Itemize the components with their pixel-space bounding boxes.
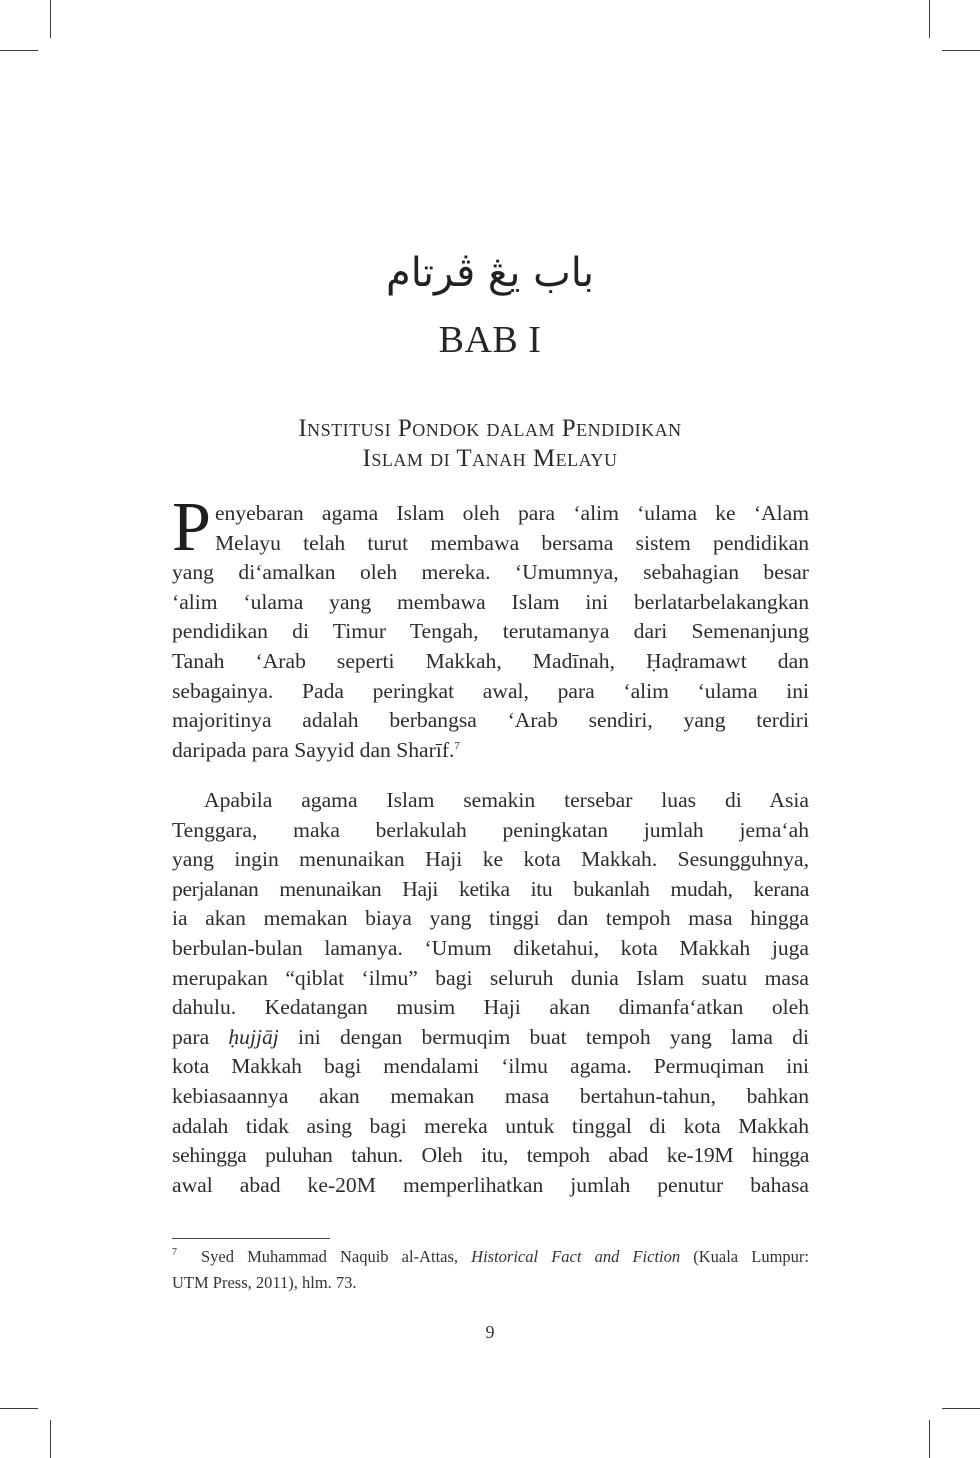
arabic-chapter-title: باب يڠ ڤرتام bbox=[385, 250, 595, 296]
paragraph-1-line: ‘alim ‘ulama yang membawa Islam ini berlatarbelakangkan bbox=[172, 589, 809, 614]
footnote-book-title: Historical Fact and Fiction bbox=[471, 1247, 681, 1266]
paragraph-1-line: majoritinya adalah berbangsa ‘Arab sendiri, yang terdiri bbox=[172, 708, 809, 733]
crop-mark-top-left-h bbox=[0, 50, 38, 51]
paragraph-2-line: Tenggara, maka berlakulah peningkatan jumlah jema‘ah bbox=[172, 817, 809, 842]
footnote-line-1 bbox=[172, 1244, 809, 1270]
crop-mark-bottom-right-v bbox=[929, 1420, 930, 1458]
footnote-author: Syed Muhammad Naquib al-Attas, bbox=[201, 1247, 459, 1266]
paragraph-2-line: merupakan “qiblat ‘ilmu” bagi seluruh dunia Islam suatu masa bbox=[172, 965, 809, 990]
paragraph-2-line: sehingga puluhan tahun. Oleh itu, tempoh abad ke-19M hingga bbox=[172, 1143, 809, 1168]
footnote-reference[interactable]: 7 bbox=[454, 739, 460, 752]
crop-mark-bottom-left-v bbox=[50, 1420, 51, 1458]
line-9-prefix: para bbox=[172, 1024, 210, 1049]
crop-mark-top-right-h bbox=[942, 50, 980, 51]
paragraph-2-line: perjalanan menunaikan Haji ketika itu bukanlah mudah, kerana bbox=[172, 876, 809, 901]
paragraph-2-line-9 bbox=[172, 1023, 809, 1053]
paragraph-1-line: enyebaran agama Islam oleh para ‘alim ‘ulama ke ‘Alam bbox=[214, 501, 809, 525]
crop-mark-top-right-v bbox=[929, 0, 930, 38]
paragraph-2-line: kota Makkah bagi mendalami ‘ilmu agama. Permuqiman ini bbox=[172, 1054, 809, 1079]
crop-mark-bottom-left-h bbox=[0, 1408, 38, 1409]
paragraph-1-line: Tanah ‘Arab seperti Makkah, Madīnah, Ḥaḍramawt dan bbox=[172, 648, 809, 673]
paragraph-2-line: Apabila agama Islam semakin tersebar luas di Asia bbox=[204, 788, 809, 812]
paragraph-1 bbox=[172, 489, 809, 765]
footnote bbox=[172, 1244, 809, 1296]
paragraph-2-line: adalah tidak asing bagi mereka untuk tinggal di kota Makkah bbox=[172, 1113, 809, 1138]
section-title-line-2: Islam di Tanah Melayu bbox=[362, 445, 618, 472]
paragraph-2-line: ia akan memakan biaya yang tinggi dan tempoh masa hingga bbox=[172, 906, 809, 931]
paragraph-2-line: awal abad ke-20M memperlihatkan jumlah penutur bahasa bbox=[172, 1172, 809, 1197]
paragraph-2-line: kebiasaannya akan memakan masa bertahun-tahun, bahkan bbox=[172, 1083, 809, 1108]
paragraph-2 bbox=[172, 786, 809, 1200]
paragraph-2-line: ini dengan bermuqim buat tempoh yang lama di bbox=[297, 1024, 809, 1049]
paragraph-1-line: daripada para Sayyid dan Sharīf. bbox=[172, 737, 455, 762]
drop-cap: P bbox=[172, 489, 211, 566]
paragraph-1-line: Melayu telah turut membawa bersama sistem pendidikan bbox=[214, 530, 809, 555]
section-title bbox=[0, 414, 980, 474]
paragraph-1-line: yang di‘amalkan oleh mereka. ‘Umumnya, sebahagian besar bbox=[172, 560, 809, 585]
paragraph-1-line: pendidikan di Timur Tengah, terutamanya dari Semenanjung bbox=[172, 619, 809, 644]
paragraph-1-line: sebagainya. Pada peringkat awal, para ‘alim ‘ulama ini bbox=[172, 678, 809, 703]
paragraph-1-last-line bbox=[172, 736, 809, 766]
paragraph-2-line: dahulu. Kedatangan musim Haji akan dimanfa‘atkan oleh bbox=[172, 995, 809, 1020]
section-title-line-1: Institusi Pondok dalam Pendidikan bbox=[298, 415, 682, 442]
page-number: 9 bbox=[485, 1322, 495, 1342]
footnote-divider bbox=[172, 1238, 330, 1239]
paragraph-2-line: yang ingin menunaikan Haji ke kota Makkah. Sesungguhnya, bbox=[172, 847, 809, 872]
footnote-line-2: UTM Press, 2011), hlm. 73. bbox=[172, 1273, 357, 1292]
chapter-title: BAB I bbox=[438, 319, 542, 361]
footnote-publisher: (Kuala Lumpur: bbox=[693, 1247, 809, 1266]
footnote-number: 7 bbox=[172, 1247, 177, 1258]
crop-mark-bottom-right-h bbox=[942, 1408, 980, 1409]
crop-mark-top-left-v bbox=[50, 0, 51, 38]
paragraph-2-line: berbulan-bulan lamanya. ‘Umum diketahui, kota Makkah juga bbox=[172, 935, 809, 960]
italic-term: ḥujjāj bbox=[228, 1024, 279, 1049]
